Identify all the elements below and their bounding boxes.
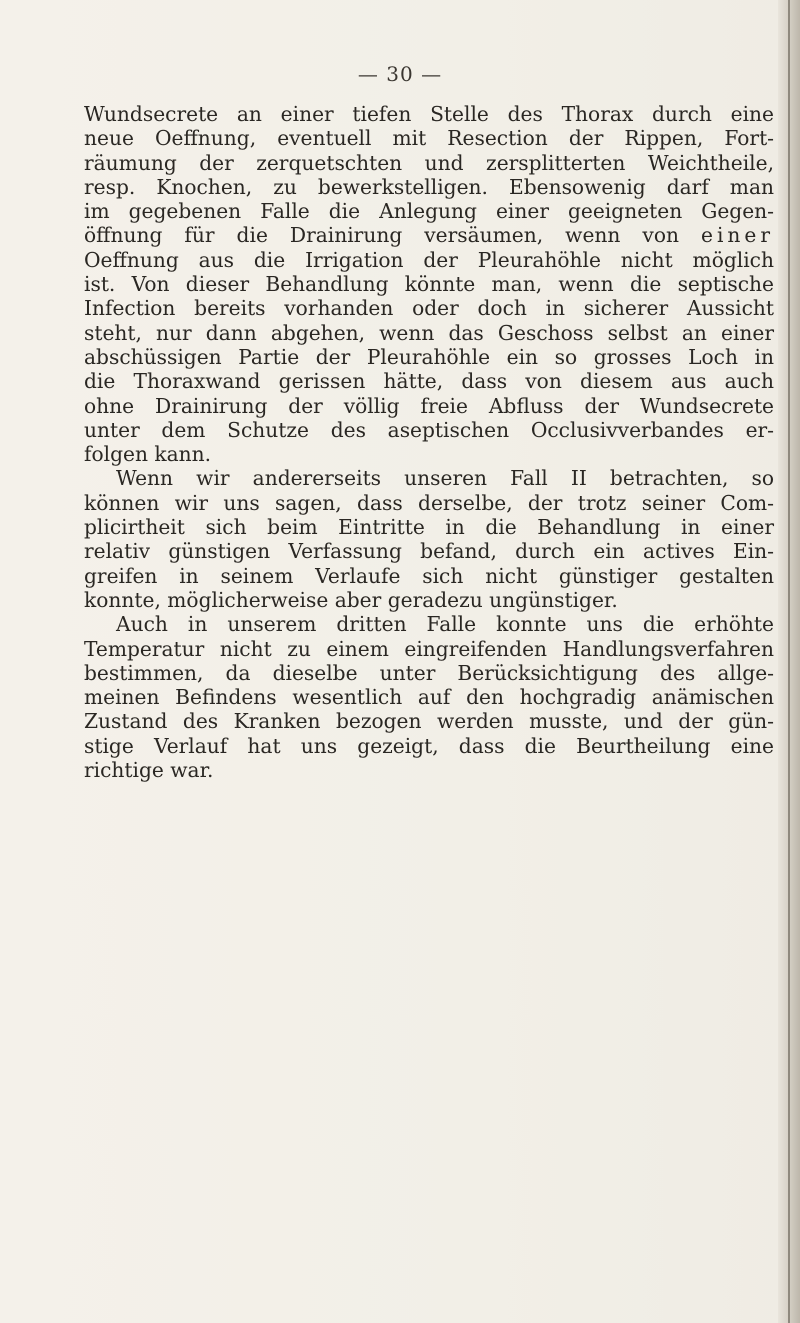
text-line: meinen Befindens wesentlich auf den hochgradig anämischen [84,685,774,710]
text-line: die Thoraxwand gerissen hätte, dass von diesem aus auch [84,369,774,394]
text-line: richtige war. [84,758,214,783]
page-number: — 30 — [357,62,443,86]
text-line: bestimmen, da dieselbe unter Berücksichtigung des allge- [84,660,774,685]
text-line: steht, nur dann abgehen, wenn das Geschoss selbst an einer [84,320,774,345]
text-line: Wenn wir andererseits unseren Fall II betrachten, so [116,466,774,491]
text-line: im gegebenen Falle die Anlegung einer geeigneten Gegen- [84,199,774,224]
text-line: unter dem Schutze des aseptischen Occlusivverbandes er- [84,417,774,442]
text-line: folgen kann. [84,442,212,467]
text-line: Auch in unserem dritten Falle konnte uns die erhöhte [116,612,774,637]
text-line: resp. Knochen, zu bewerkstelligen. Ebensowenig darf man [84,174,774,199]
text-line: können wir uns sagen, dass derselbe, der trotz seiner Com- [84,490,774,515]
text-line-with-emphasis [84,223,774,247]
text-line: konnte, möglicherweise aber geradezu ungünstiger. [84,587,618,612]
text-line: Zustand des Kranken bezogen werden musste, und der gün- [84,709,774,734]
text-line-part: öffnung für die Drainirung versäumen, wenn von [84,223,679,248]
body-text [84,102,774,782]
text-line: ohne Drainirung der völlig freie Abfluss der Wundsecrete [84,393,774,418]
text-line: Wundsecrete an einer tiefen Stelle des Thorax durch eine [84,102,774,126]
text-line: ist. Von dieser Behandlung könnte man, wenn die septische [84,272,774,297]
emphasis-word: einer [701,223,775,248]
page-edge-line [788,0,790,1323]
text-line: Temperatur nicht zu einem eingreifenden Handlungsverfahren [84,636,774,661]
text-line: greifen in seinem Verlaufe sich nicht günstiger gestalten [84,563,774,588]
text-line: relativ günstigen Verfassung befand, durch ein actives Ein- [84,539,774,564]
text-line: stige Verlauf hat uns gezeigt, dass die Beurtheilung eine [84,733,774,758]
text-line: neue Oeffnung, eventuell mit Resection der Rippen, Fort- [84,126,774,151]
text-line: abschüssigen Partie der Pleurahöhle ein so grosses Loch in [84,344,774,369]
text-line: plicirtheit sich beim Eintritte in die Behandlung in einer [84,515,774,540]
text-line: Oeffnung aus die Irrigation der Pleurahöhle nicht möglich [84,247,774,272]
text-line: Infection bereits vorhanden oder doch in sicherer Aussicht [84,296,774,321]
text-line: räumung der zerquetschten und zersplitterten Weichtheile, [84,150,774,175]
